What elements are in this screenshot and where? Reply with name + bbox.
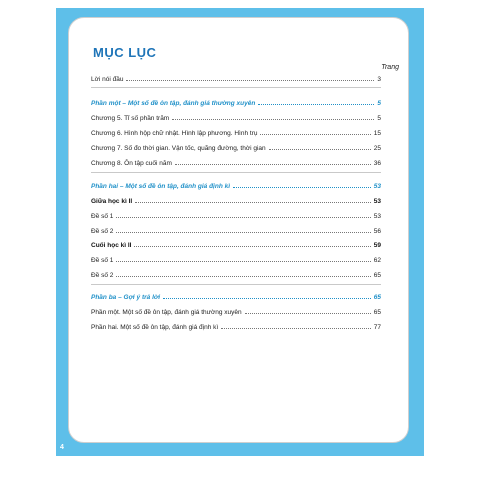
dot-leader xyxy=(116,217,370,218)
section-divider xyxy=(91,284,381,285)
toc-entry-chapter-6[interactable] xyxy=(91,125,381,137)
toc-entry-page: 56 xyxy=(373,228,381,235)
toc-entry-final-term-2[interactable] xyxy=(91,237,381,249)
toc-entry-text: Cuối học kì II xyxy=(91,242,132,249)
toc-entry-text: Phần hai. Một số đề ôn tập, đánh giá định kì xyxy=(91,324,219,331)
toc-entry-page: 77 xyxy=(373,324,381,331)
toc-entry-text: Đề số 1 xyxy=(91,257,114,264)
toc-part-three-heading[interactable] xyxy=(91,289,381,301)
dot-leader xyxy=(258,104,374,105)
toc-entry-page: 15 xyxy=(373,130,381,137)
toc-entry-midterm-2[interactable] xyxy=(91,193,381,205)
dot-leader xyxy=(172,119,374,120)
toc-entry-page: 53 xyxy=(373,198,381,205)
toc-entry-text: Phần hai – Một số đề ôn tập, đánh giá định kì xyxy=(91,183,231,190)
toc-entry-final-test-2[interactable] xyxy=(91,267,381,279)
toc-entry-page: 65 xyxy=(373,272,381,279)
toc-entry-text: Phần một. Một số đề ôn tập, đánh giá thường xuyên xyxy=(91,309,242,316)
toc-entry-page: 53 xyxy=(373,183,381,190)
toc-entry-page: 3 xyxy=(377,76,381,83)
toc-entry-text: Đề số 2 xyxy=(91,272,114,279)
toc-entry-text: Phần một – Một số đề ôn tập, đánh giá thường xuyên xyxy=(91,100,256,107)
toc-entry-chapter-5[interactable] xyxy=(91,110,381,122)
toc-entry-text: Lời nói đầu xyxy=(91,76,124,83)
page-frame xyxy=(56,8,424,456)
toc-entry-page: 65 xyxy=(373,309,381,316)
dot-leader xyxy=(233,187,371,188)
toc-entry-text: Đề số 2 xyxy=(91,228,114,235)
toc-entry-chapter-7[interactable] xyxy=(91,140,381,152)
dot-leader xyxy=(260,134,370,135)
dot-leader xyxy=(116,232,370,233)
dot-leader xyxy=(221,328,371,329)
section-divider xyxy=(91,172,381,173)
toc-entry-text: Chương 8. Ôn tập cuối năm xyxy=(91,160,172,167)
toc-entry-text: Giữa học kì II xyxy=(91,198,133,205)
toc-entry-page: 53 xyxy=(373,213,381,220)
table-of-contents-card xyxy=(68,17,409,443)
toc-entry-final-test-1[interactable] xyxy=(91,252,381,264)
toc-entry-page: 62 xyxy=(373,257,381,264)
toc-entry-page: 65 xyxy=(373,294,381,301)
dot-leader xyxy=(134,246,370,247)
toc-entry-midterm-test-1[interactable] xyxy=(91,208,381,220)
toc-entry-preface[interactable] xyxy=(91,71,381,83)
toc-entry-page: 59 xyxy=(373,242,381,249)
toc-entry-chapter-8[interactable] xyxy=(91,155,381,167)
toc-entry-page: 36 xyxy=(373,160,381,167)
toc-entry-text: Chương 7. Số đo thời gian. Vận tốc, quãng đường, thời gian xyxy=(91,145,266,152)
dot-leader xyxy=(135,202,371,203)
toc-entry-text: Đề số 1 xyxy=(91,213,114,220)
toc-entry-page: 5 xyxy=(377,115,381,122)
toc-entry-text: Phần ba – Gợi ý trả lời xyxy=(91,294,161,301)
toc-entry-answers-part-two[interactable] xyxy=(91,319,381,331)
toc-part-two-heading[interactable] xyxy=(91,178,381,190)
toc-entry-text: Chương 5. Tỉ số phần trăm xyxy=(91,115,170,122)
toc-entry-answers-part-one[interactable] xyxy=(91,304,381,316)
dot-leader xyxy=(163,298,371,299)
section-divider xyxy=(91,87,381,88)
dot-leader xyxy=(116,276,370,277)
page-column-header: Trang xyxy=(381,64,399,71)
page-number: 4 xyxy=(60,444,64,451)
toc-entry-page: 5 xyxy=(377,100,381,107)
toc-title: MỤC LỤC xyxy=(93,45,157,60)
toc-entry-page: 25 xyxy=(373,145,381,152)
dot-leader xyxy=(116,261,370,262)
toc-entry-text: Chương 6. Hình hộp chữ nhật. Hình lập phương. Hình trụ xyxy=(91,130,258,137)
toc-entry-midterm-test-2[interactable] xyxy=(91,223,381,235)
dot-leader xyxy=(245,313,371,314)
toc-part-one-heading[interactable] xyxy=(91,95,381,107)
dot-leader xyxy=(126,80,374,81)
dot-leader xyxy=(175,164,371,165)
dot-leader xyxy=(269,149,371,150)
